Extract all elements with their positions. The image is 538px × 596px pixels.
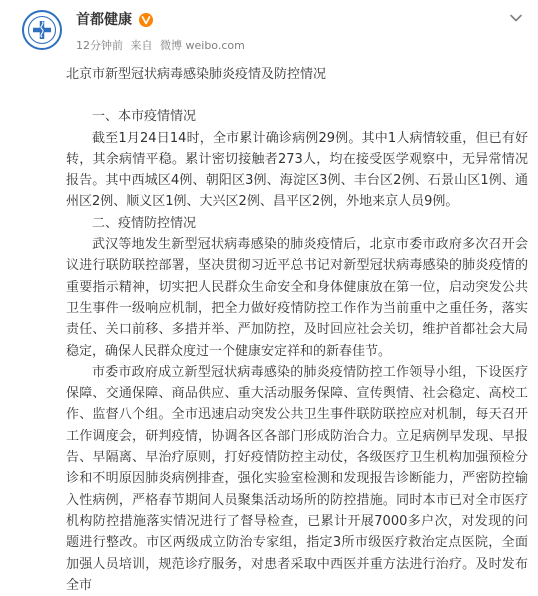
section-heading-1: 一、本市疫情情况 xyxy=(92,109,197,125)
verified-v-icon xyxy=(138,12,154,28)
user-name[interactable]: 首都健康 xyxy=(76,12,132,28)
post-source[interactable]: 微博 weibo.com xyxy=(160,39,245,52)
user-name-row xyxy=(76,9,154,31)
post-meta xyxy=(76,38,249,54)
post-header xyxy=(0,0,538,62)
post-time[interactable]: 12分钟前 xyxy=(76,39,123,52)
post-title: 北京市新型冠状病毒感染肺炎疫情及防控情况 xyxy=(66,67,327,82)
source-prefix: 来自 xyxy=(130,39,153,52)
paragraph-3: 市委市政府成立新型冠状病毒感染的肺炎疫情防控工作领导小组，下设医疗保障、交通保障、商品供应、重大活动服务保障、宣传舆情、社会稳定、高校工作、监督八个组。全市迅速启动突发公共卫生事件联防联控应对机制，每天召开工作调度会，研判疫情，协调各区各部门形成防治合力。立足病例早发现、早报告、早隔离、早治疗原则，打好疫情防控主动仗，各级医疗卫生机构加强预检分诊和不明原因肺炎病例排查，强化实验室检测和发现报告诊断能力，严密防控输入性病例，严格春节期间人员聚集活动场所的防控措施。同时本市已对全市医疗机构防控措施落实情况进行了督导检查，已累计开展7000多户次，对发现的问题进行整改。市区两级成立防治专家组，指定3所市级医疗救治定点医院，全面加强人员培训，规范诊疗服务，对患者采取中西医并重方法进行治疗。及时发布全市 xyxy=(66,364,528,593)
blank-line xyxy=(66,85,528,106)
avatar[interactable] xyxy=(22,10,62,50)
paragraph-2: 武汉等地发生新型冠状病毒感染的肺炎疫情后，北京市委市政府多次召开会议进行联防联控部署，坚决贯彻习近平总书记对新型冠状病毒感染的肺炎疫情的重要指示精神，切实把人民群众生命安全和身体健康放在第一位，启动突发公共卫生事件一级响应机制，把全力做好疫情防控工作作为当前重中之重任务，落实责任、关口前移、多措并举、严加防控，及时回应社会关切，维护首都社会大局稳定，确保人民群众度过一个健康安定祥和的新春佳节。 xyxy=(66,237,528,359)
chevron-down-icon[interactable] xyxy=(508,10,524,26)
post-content xyxy=(66,64,528,596)
paragraph-1: 截至1月24日14时，全市累计确诊病例29例。其中1人病情较重，但已有好转，其余病情平稳。累计密切接触者273人，均在接受医学观察中，无异常情况报告。其中西城区4例、朝阳区3例、海淀区3例、丰台区2例、石景山区1例、通州区2例、顺义区1例、大兴区2例、昌平区2例，外地来京人员9例。 xyxy=(66,130,528,210)
health-emblem-icon xyxy=(24,12,60,48)
section-heading-2: 二、疫情防控情况 xyxy=(92,215,197,231)
